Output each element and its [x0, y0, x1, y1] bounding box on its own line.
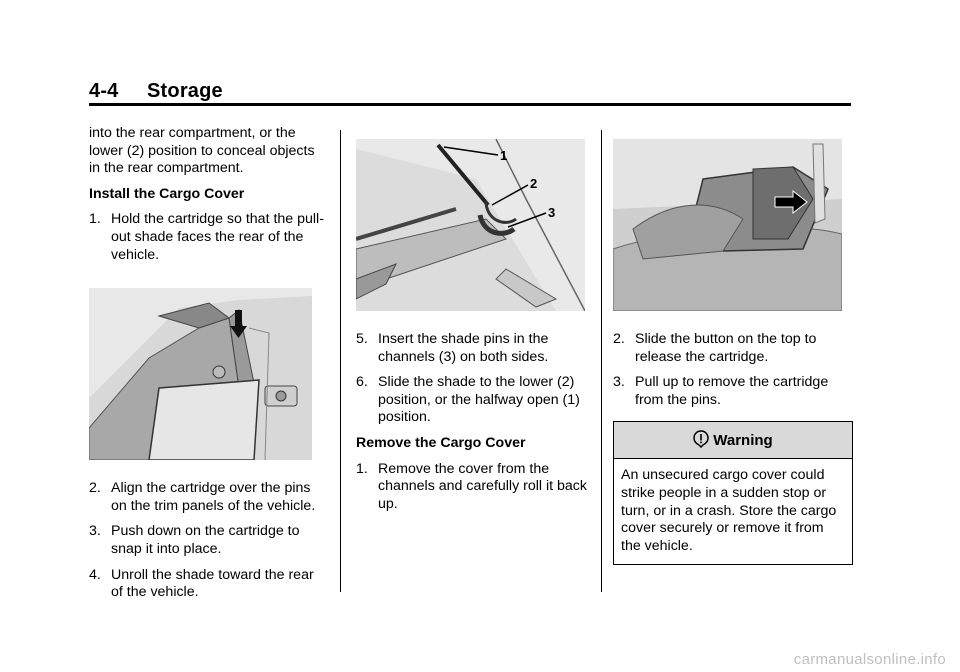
remove-step-1: [356, 461, 592, 514]
header-rule: [89, 103, 851, 106]
install-step-1: [89, 211, 329, 264]
step-number: 1.: [89, 211, 101, 228]
step-number: 1.: [356, 460, 368, 477]
step-number: 2.: [613, 331, 625, 347]
warning-body: An unsecured cargo cover could strike people in a sudden stop or turn, or in a crash. Store the cargo cover securely or remove it from the vehicle.: [621, 466, 837, 555]
callout-1: 1: [500, 148, 508, 163]
step-number: 2.: [89, 480, 101, 497]
install-step-4: [89, 567, 329, 602]
column-divider-2: [601, 130, 602, 592]
step-text: Unroll the shade toward the rear of the vehicle.: [111, 566, 314, 601]
column-divider-1: [340, 130, 341, 592]
warning-header: [614, 422, 852, 459]
install-heading: Install the Cargo Cover: [89, 185, 245, 202]
shade-pins-illustration: [356, 139, 585, 311]
warning-icon: [693, 430, 709, 448]
remove-heading: Remove the Cargo Cover: [356, 434, 526, 451]
column-3: [613, 125, 853, 565]
column-1: [89, 125, 329, 610]
step-number: 5.: [356, 331, 368, 347]
step-text: Remove the cover from the channels and carefully roll it back up.: [378, 460, 587, 512]
section-title: Storage: [147, 80, 223, 102]
step-number: 3.: [89, 523, 101, 540]
watermark: carmanualsonline.info: [793, 651, 946, 668]
install-step-2: [89, 480, 329, 515]
install-step-3: [89, 523, 329, 558]
page-header: [89, 80, 223, 103]
remove-step-3: [613, 374, 853, 409]
step-text: Insert the shade pins in the channels (3) on both sides.: [378, 331, 549, 365]
step-text: Pull up to remove the cartridge from the pins.: [635, 374, 829, 408]
step-number: 4.: [89, 566, 101, 583]
step-number: 6.: [356, 374, 368, 391]
step-text: Slide the shade to the lower (2) position, or the halfway open (1) position.: [378, 374, 580, 426]
install-step-5: [356, 331, 592, 366]
step-text: Push down on the cartridge to snap it into place.: [111, 523, 300, 557]
install-step-6: [356, 374, 592, 427]
step-text: Align the cartridge over the pins on the trim panels of the vehicle.: [111, 480, 316, 514]
remove-step-2: [613, 331, 853, 366]
step-text: Hold the cartridge so that the pull-out shade faces the rear of the vehicle.: [111, 211, 324, 263]
step-number: 3.: [613, 374, 625, 391]
warning-title: Warning: [713, 432, 773, 450]
page-number: 4-4: [89, 80, 119, 102]
callout-3: 3: [548, 205, 556, 220]
intro-paragraph: into the rear compartment, or the lower (2) position to conceal objects in the rear compartment.: [89, 125, 315, 177]
cartridge-install-illustration: [89, 288, 312, 460]
step-text: Slide the button on the top to release the cartridge.: [635, 331, 817, 365]
callout-2: 2: [530, 176, 538, 191]
cartridge-release-illustration: [613, 139, 842, 311]
column-2: [356, 125, 592, 521]
warning-box: [613, 421, 853, 565]
